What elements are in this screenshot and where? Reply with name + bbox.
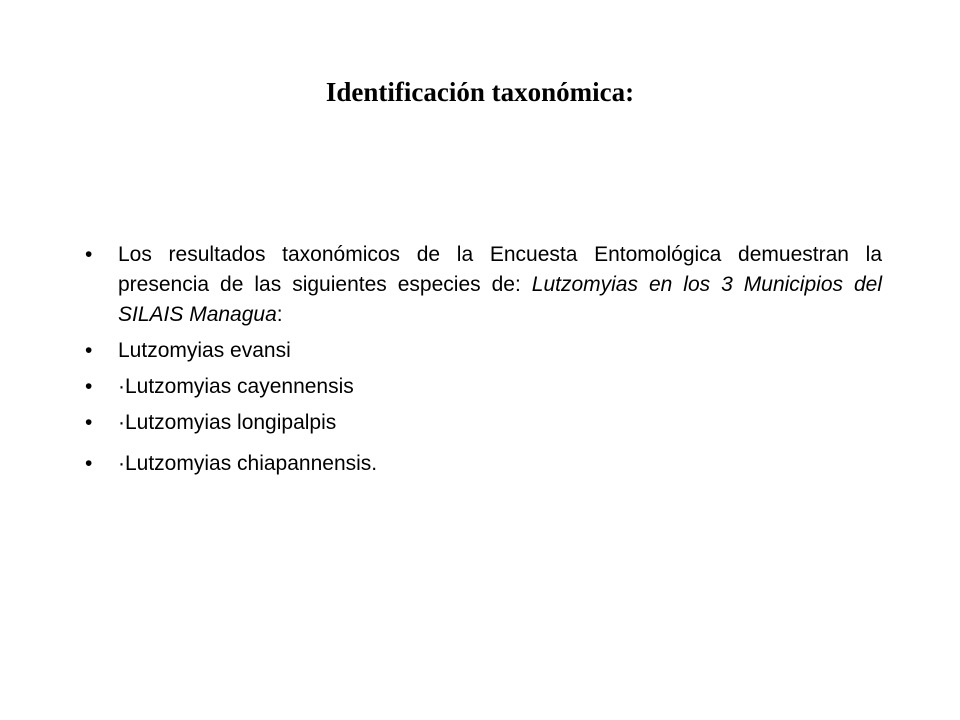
bullet-icon: •: [85, 339, 93, 362]
intro-suffix: :: [276, 303, 283, 326]
list-item-species: [85, 336, 882, 366]
list-item-species: [85, 449, 882, 479]
species-name: ·Lutzomyias cayennensis: [118, 375, 354, 398]
intro-text: Los resultados taxonómicos de la Encuesta Entomológica demuestran la presencia de las siguientes especies de:: [118, 243, 882, 296]
intro-italic-text: Lutzomyias en los 3 Municipios del SILAIS Managua: [118, 273, 883, 326]
species-name: Lutzomyias evansi: [118, 339, 291, 362]
species-name: ·Lutzomyias chiapannensis.: [118, 452, 378, 475]
bullet-list: [85, 240, 882, 479]
species-name: ·Lutzomyias longipalpis: [118, 411, 337, 434]
intro-paragraph: [118, 240, 882, 330]
bullet-icon: •: [85, 375, 93, 398]
list-item-species: [85, 408, 882, 438]
bullet-icon: •: [85, 452, 93, 475]
bullet-icon: •: [85, 243, 93, 266]
bullet-icon: •: [85, 411, 93, 434]
list-item-species: [85, 372, 882, 402]
list-item-intro: [85, 240, 882, 330]
slide-title: Identificación taxonómica:: [325, 77, 635, 107]
